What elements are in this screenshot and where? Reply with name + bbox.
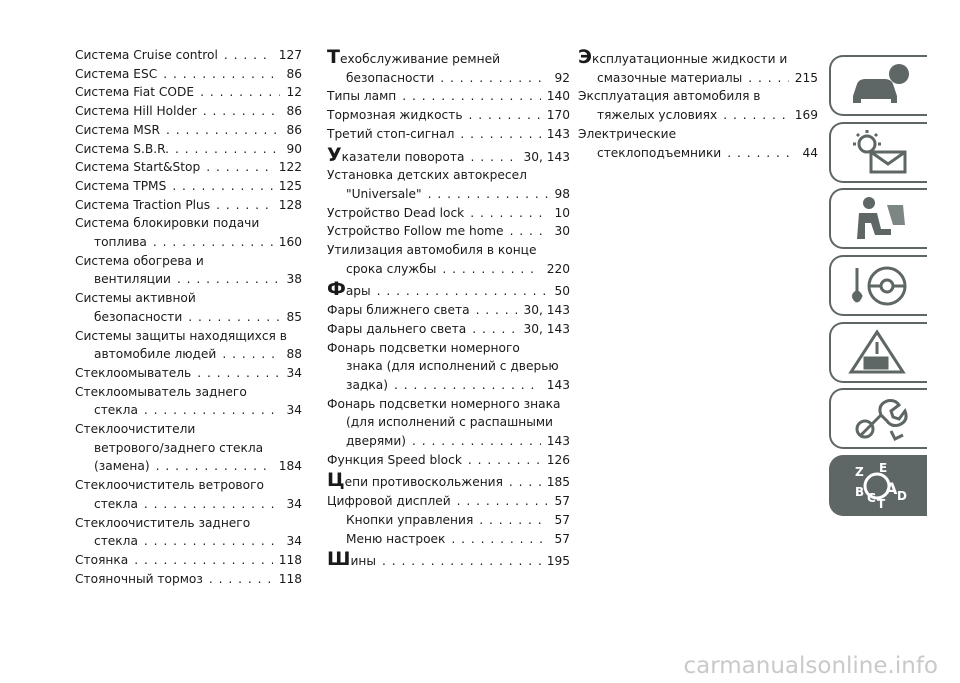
leader-dots [166,121,280,140]
seat-belt-airbag-icon [847,195,911,243]
index-entry [75,214,302,251]
index-entry-text: Техобслуживание ремней [327,46,500,68]
index-entry-text: топлива [94,235,147,250]
index-entry-text: Стоянка [75,552,129,567]
index-entry-text: Система Start&Stop [75,160,201,175]
index-entry-text: дверями) [346,434,407,449]
index-entry-text: Стеклоочистители [75,422,196,437]
index-page-number: 34 [286,365,302,380]
leader-dots [727,144,796,163]
index-entry-text: Фары дальнего света [327,321,467,336]
index-entry [327,222,570,241]
index-entry [75,514,302,551]
index-entry [578,125,818,162]
index-entry [75,177,302,196]
index-entry [75,83,302,102]
index-entry-text: Электрические [578,126,677,141]
index-entry [75,46,302,65]
index-entry-text: Цифровой дисплей [327,494,451,509]
index-entry-text: Указатели поворота [327,143,465,166]
leader-dots [460,125,540,144]
leader-dots [412,432,541,451]
index-page-number: 86 [286,66,302,81]
index-page-number: 184 [278,459,302,474]
index-entry [75,420,302,476]
index-entry [327,143,570,167]
index-letter: A [885,478,898,498]
tab-safety[interactable] [829,188,927,249]
index-entry-text: Система MSR [75,122,160,137]
index-entry-text: Система Traction Plus [75,197,211,212]
index-letter: T [877,496,886,510]
index-page-number: 30, 143 [523,149,570,164]
index-page-number: 143 [546,377,570,392]
index-page-number: 85 [286,309,302,324]
leader-dots [468,451,541,470]
index-entry [75,570,302,589]
leader-dots [134,551,273,570]
index-page-number: 38 [286,272,302,287]
index-entry [75,476,302,513]
leader-dots [723,106,789,125]
index-entry-text: срока службы [346,261,437,276]
index-entry-text: стекла [94,534,138,549]
leader-dots [394,376,541,395]
index-entry [75,327,302,364]
index-page-number: 30, 143 [523,321,570,336]
index-entry-text: Система блокировки подачи [75,216,260,231]
index-entry [327,471,570,492]
leader-dots [469,106,541,125]
index-page-number: 57 [554,512,570,527]
index-page-number: 170 [546,108,570,123]
leader-dots [144,532,281,551]
index-page-number: 34 [286,403,302,418]
index-entry-text: Установка детских автокресел [327,168,527,183]
index-entry-text: Фонарь подсветки номерного знака [327,396,561,411]
index-alphabet-icon [847,462,911,510]
tab-warning-lights[interactable] [829,122,927,183]
index-entry [578,48,818,87]
leader-dots [156,457,273,476]
leader-dots [216,196,273,215]
index-entry-text: Эксплуатационные жидкости и [578,46,788,68]
index-page-number: 140 [546,89,570,104]
tab-car-info[interactable] [829,55,927,116]
index-entry-text: Цепи противоскольжения [327,469,503,492]
index-page-number: 169 [794,108,818,123]
index-page-number: 44 [802,145,818,160]
leader-dots [442,260,540,279]
leader-dots [457,492,549,511]
index-entry [75,196,302,215]
leader-dots [382,552,541,571]
index-column-2 [327,46,570,571]
index-page-number: 57 [554,531,570,546]
service-maintenance-icon [847,395,911,443]
index-column-1 [75,46,302,588]
leader-dots [470,148,517,167]
leader-dots [222,345,280,364]
index-entry-text: Меню настроек [346,531,446,546]
leader-dots [510,222,549,241]
index-page-number: 34 [286,534,302,549]
index-page-number: 10 [554,205,570,220]
index-entry [327,87,570,106]
index-entry-text: "Universale" [346,186,422,201]
index-page-number: 160 [278,235,302,250]
leader-dots [209,570,273,589]
leader-dots [177,270,281,289]
index-entry-text: безопасности [94,309,183,324]
index-page-number: 195 [546,554,570,569]
index-entry [75,158,302,177]
index-entry-text: Устройство Dead lock [327,205,465,220]
warning-light-message-icon [847,128,911,176]
index-entry-text: безопасности [346,70,435,85]
index-entry [327,125,570,144]
tab-starting-driving[interactable] [829,255,927,316]
index-entry [75,551,302,570]
index-letter: D [897,488,907,503]
index-entry-text: Кнопки управления [346,512,474,527]
index-page-number: 34 [286,496,302,511]
index-entry [75,121,302,140]
index-entry-text: (для исполнений с распашными [346,415,553,430]
leader-dots [206,158,272,177]
breakdown-warning-triangle-icon [847,328,911,376]
index-entry [327,301,570,320]
index-entry-text: Система TPMS [75,178,167,193]
index-entry-text: тяжелых условиях [597,108,718,123]
index-entry-text: Стеклоомыватель заднего [75,384,247,399]
index-entry-text: Стеклоочиститель заднего [75,515,251,530]
leader-dots [163,65,280,84]
index-entry-text: стекла [94,403,138,418]
tab-emergency[interactable] [829,322,927,383]
index-entry [327,395,570,451]
leader-dots [144,495,281,514]
leader-dots [144,401,281,420]
leader-dots [153,233,273,252]
index-letter: C [867,490,876,505]
tab-maintenance[interactable] [829,388,927,449]
index-page-number: 92 [554,70,570,85]
index-entry [75,383,302,420]
leader-dots [440,69,548,88]
key-steering-wheel-icon [847,262,911,310]
index-page-number: 50 [554,284,570,299]
index-entry-text: автомобиле людей [94,347,217,362]
index-page-number: 30 [554,224,570,239]
index-entry-text: (замена) [94,459,150,474]
leader-dots [224,46,273,65]
index-letter: E [879,461,888,475]
index-page-number: 220 [546,261,570,276]
index-entry-text: Устройство Follow me home [327,224,504,239]
index-entry-text: Система S.B.R. [75,141,170,156]
index-entry-text: стеклоподъемники [597,145,722,160]
leader-dots [472,320,517,339]
index-entry-text: смазочные материалы [597,70,743,85]
index-entry [327,320,570,339]
watermark-text: carmanualsonline.info [683,653,938,679]
index-entry-text: вентиляции [94,272,171,287]
index-entry-text: Фонарь подсветки номерного [327,340,520,355]
index-entry [327,511,570,530]
index-entry [327,106,570,125]
chapter-tabs [829,55,927,522]
index-entry [75,289,302,326]
index-page-number: 143 [546,434,570,449]
leader-dots [377,282,549,301]
index-entry [327,451,570,470]
index-entry-text: Система Cruise control [75,48,218,62]
leader-dots [509,473,541,492]
leader-dots [188,308,280,327]
index-column-3 [578,46,818,162]
index-entry [327,530,570,549]
index-page-number: 98 [554,186,570,201]
leader-dots [476,301,518,320]
index-entry [75,252,302,289]
index-entry-text: Система Fiat CODE [75,85,195,100]
index-page-number: 86 [286,122,302,137]
index-entry [578,87,818,124]
index-page-number: 122 [278,160,302,175]
index-entry-text: Фары [327,278,371,301]
index-entry [327,241,570,278]
index-page-number: 30, 143 [523,303,570,318]
index-entry-text: Система Hill Holder [75,104,197,119]
index-page-number: 86 [286,104,302,119]
index-entry-text: Фары ближнего света [327,303,470,318]
index-entry [327,204,570,223]
index-entry-text: Функция Speed block [327,452,462,467]
leader-dots [172,177,272,196]
index-entry [75,140,302,159]
leader-dots [470,204,548,223]
index-page-number: 215 [794,70,818,85]
car-info-icon [847,62,911,110]
index-entry-text: Стеклоомыватель [75,365,192,380]
index-entry [75,102,302,121]
index-entry-text: задка) [346,377,388,392]
index-entry-text: стекла [94,496,138,511]
leader-dots [197,364,280,383]
index-entry-text: Тормозная жидкость [327,108,463,123]
index-entry-text: Стояночный тормоз [75,571,203,586]
index-page-number: 118 [278,552,302,567]
leader-dots [203,102,281,121]
index-entry-text: Системы активной [75,291,196,306]
index-page-number: 88 [286,347,302,362]
index-entry-text: Система ESC [75,66,158,81]
leader-dots [402,87,540,106]
leader-dots [428,185,549,204]
index-entry-text: Система обогрева и [75,253,204,268]
index-entry-text: Типы ламп [327,89,397,104]
index-entry [327,280,570,301]
index-page-number: 125 [278,178,302,193]
index-entry [327,550,570,571]
index-entry-text: Утилизация автомобиля в конце [327,243,537,258]
index-page-number: 127 [278,48,302,62]
index-entry [75,364,302,383]
index-page-number: 126 [546,452,570,467]
index-entry-text: ветрового/заднего стекла [94,440,264,455]
index-entry [327,339,570,395]
index-entry [327,48,570,87]
leader-dots [200,83,280,102]
leader-dots [748,69,788,88]
index-page-number: 57 [554,494,570,509]
index-entry [327,166,570,203]
index-entry-text: Третий стоп-сигнал [327,126,455,141]
index-page-number: 128 [278,197,302,212]
tab-index[interactable] [829,455,927,516]
index-entry [75,65,302,84]
leader-dots [451,530,548,549]
leader-dots [175,140,280,159]
index-page-number: 118 [278,571,302,586]
index-entry-text: Шины [327,548,376,571]
index-page-number: 12 [286,85,302,100]
index-entry [327,492,570,511]
index-letter: B [855,484,865,499]
index-page-number: 143 [546,126,570,141]
index-entry-text: Эксплуатация автомобиля в [578,89,761,104]
index-page-number: 185 [546,475,570,490]
index-entry-text: Стеклоочиститель ветрового [75,478,264,493]
leader-dots [479,511,548,530]
index-letter: Z [855,464,864,479]
index-page-number: 90 [286,141,302,156]
index-entry-text: Системы защиты находящихся в [75,328,287,343]
index-entry-text: знака (для исполнений с дверью [346,359,559,374]
